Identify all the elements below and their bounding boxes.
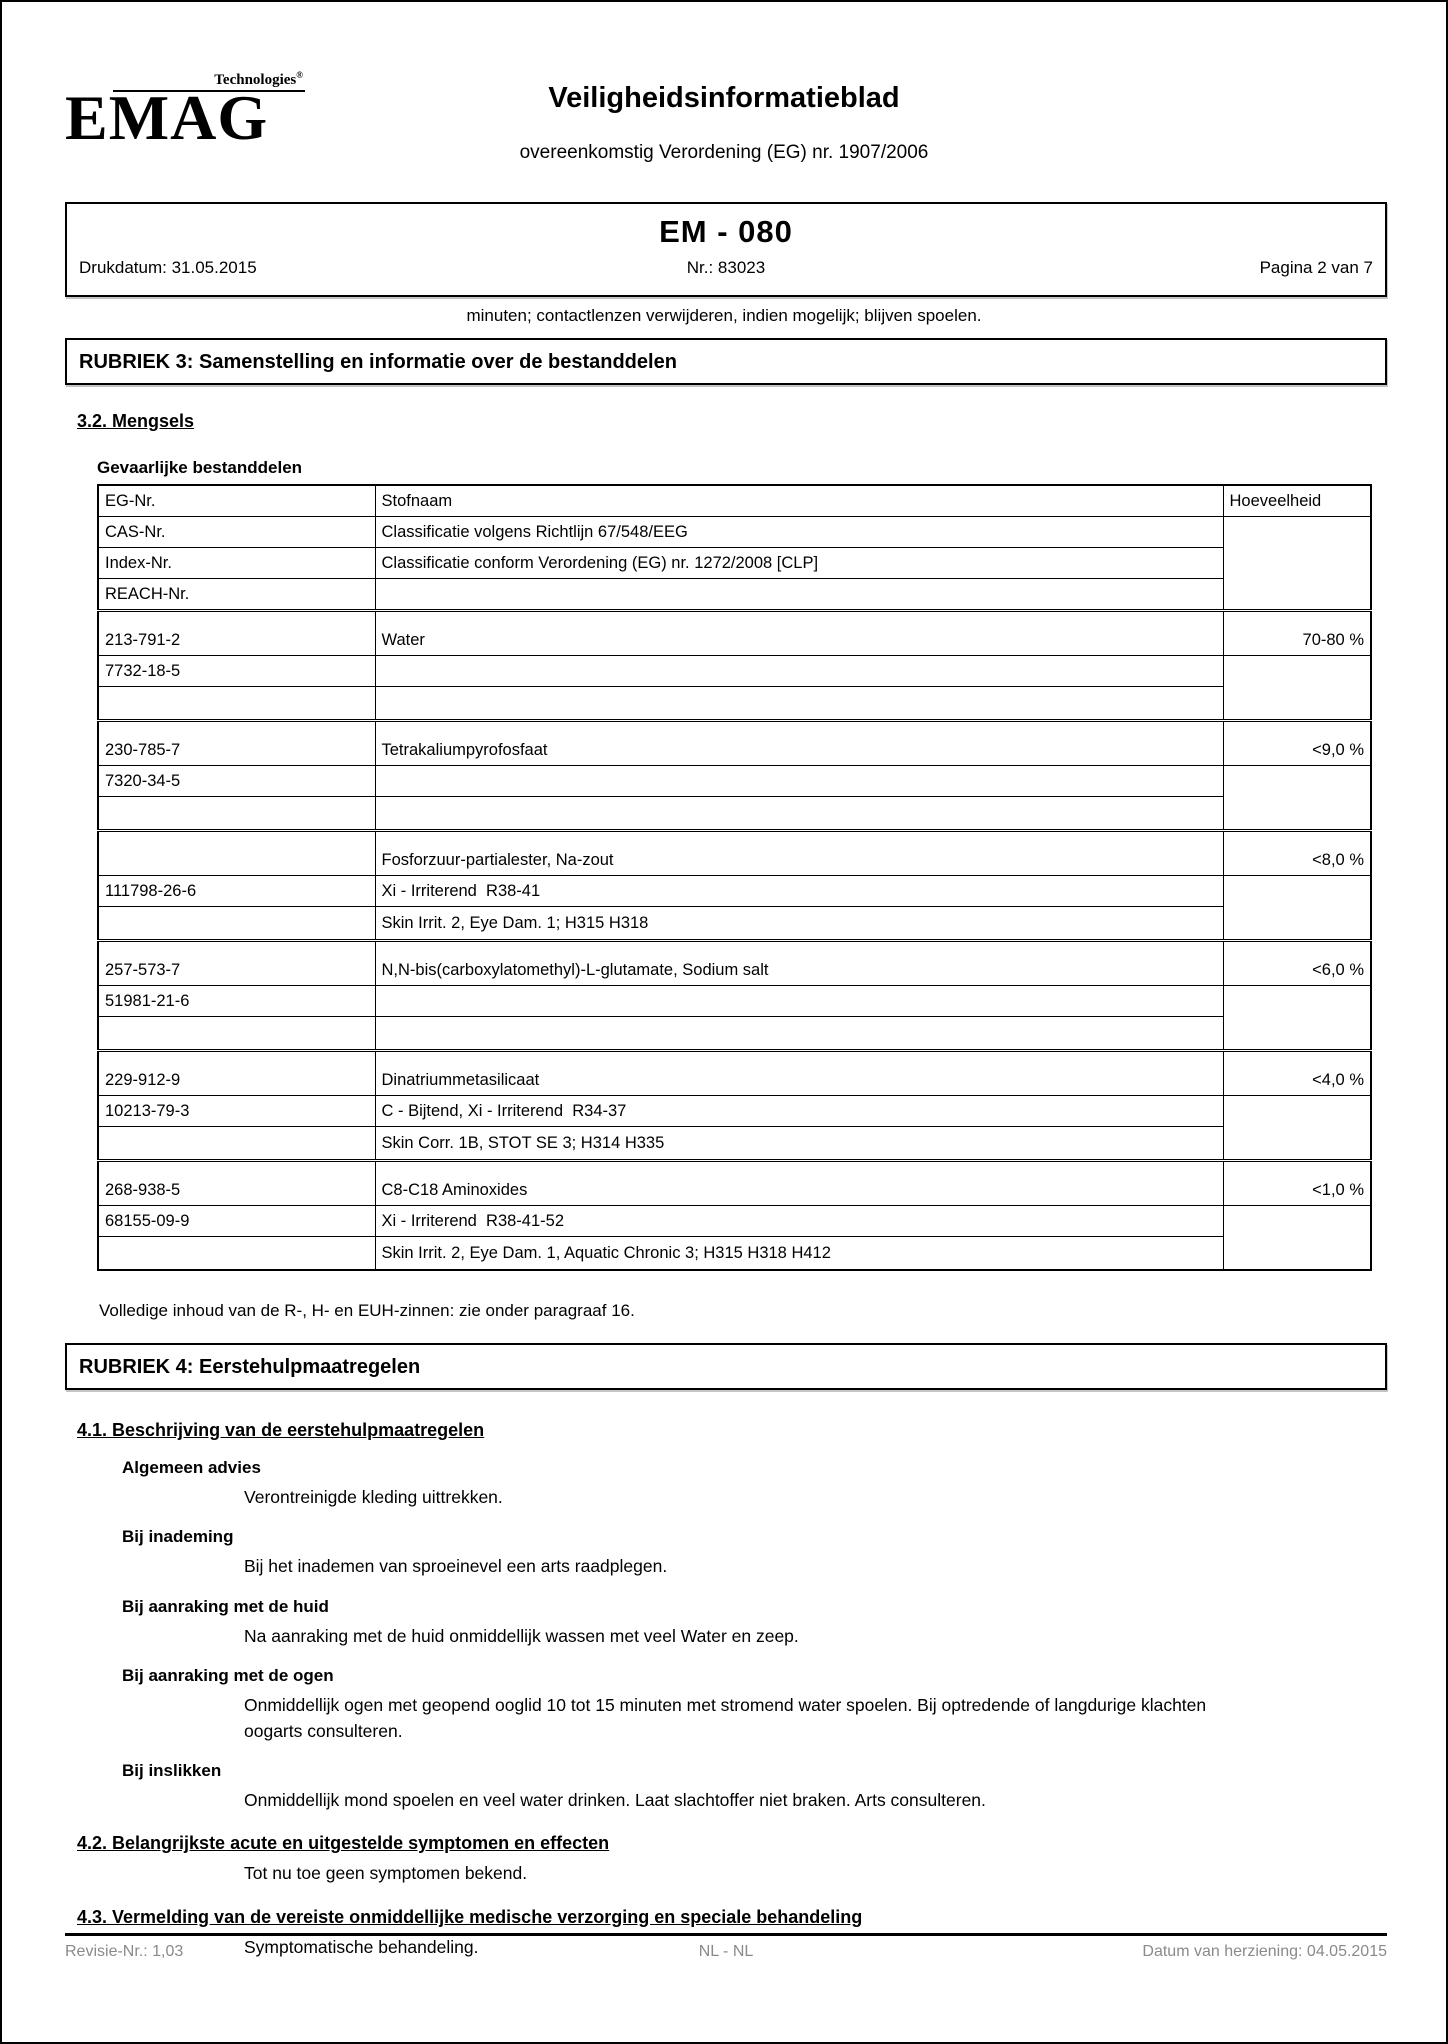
first-aid-label: Bij inslikken xyxy=(122,1760,222,1780)
amount-spacer-cell xyxy=(1223,656,1371,721)
registered-mark: ® xyxy=(296,70,303,80)
table-row xyxy=(98,941,1371,986)
revision-date: Datum van herziening: 04.05.2015 xyxy=(1142,1943,1387,1960)
amount-spacer-cell xyxy=(1223,1096,1371,1161)
table-row xyxy=(98,687,1371,721)
table-row xyxy=(98,766,1371,797)
phrases-note: Volledige inhoud van de R-, H- en EUH-zinnen: zie onder paragraaf 16. xyxy=(99,1301,635,1320)
amount-cell: <9,0 % xyxy=(1223,721,1371,766)
table-row xyxy=(98,797,1371,831)
table-row xyxy=(98,986,1371,1017)
amount-cell: <4,0 % xyxy=(1223,1051,1371,1096)
table-row xyxy=(98,656,1371,687)
substance-name-cell: Water xyxy=(375,611,1223,656)
substance-name-cell: N,N-bis(carboxylatomethyl)-L-glutamate, Sodium salt xyxy=(375,941,1223,986)
class67-cell: Xi - Irriterend R38-41-52 xyxy=(375,1206,1223,1237)
continued-text: minuten; contactlenzen verwijderen, indien mogelijk; blijven spoelen. xyxy=(466,306,982,325)
amount-cell: <8,0 % xyxy=(1223,831,1371,876)
product-header-box xyxy=(65,202,1387,297)
table-header-row xyxy=(98,579,1371,611)
index-cell xyxy=(98,687,375,721)
substance-name-cell: Tetrakaliumpyrofosfaat xyxy=(375,721,1223,766)
print-date: Drukdatum: 31.05.2015 xyxy=(79,258,257,277)
table-header-row xyxy=(98,485,1371,517)
clp-cell xyxy=(375,687,1223,721)
table-row xyxy=(98,721,1371,766)
clp-cell: Skin Corr. 1B, STOT SE 3; H314 H335 xyxy=(375,1127,1223,1161)
table-row xyxy=(98,907,1371,941)
document-number: Nr.: 83023 xyxy=(686,258,766,277)
cas-cell: 68155-09-9 xyxy=(98,1206,375,1237)
ec-cell: 230-785-7 xyxy=(98,721,375,766)
ec-cell: 229-912-9 xyxy=(98,1051,375,1096)
table-header-row xyxy=(98,517,1371,548)
clp-cell: Skin Irrit. 2, Eye Dam. 1; H315 H318 xyxy=(375,907,1223,941)
substance-name-cell: Fosforzuur-partialester, Na-zout xyxy=(375,831,1223,876)
class67-cell: Xi - Irriterend R38-41 xyxy=(375,876,1223,907)
amount-spacer-cell xyxy=(1223,766,1371,831)
class67-cell xyxy=(375,986,1223,1017)
header-substance: Stofnaam xyxy=(375,485,1223,517)
first-aid-label: Bij aanraking met de huid xyxy=(122,1596,329,1616)
index-cell xyxy=(98,1017,375,1051)
ec-cell: 213-791-2 xyxy=(98,611,375,656)
substance-name-cell: C8-C18 Aminoxides xyxy=(375,1161,1223,1206)
index-cell xyxy=(98,1127,375,1161)
header-index: Index-Nr. xyxy=(98,548,375,579)
table-row xyxy=(98,1096,1371,1127)
table-row xyxy=(98,1127,1371,1161)
header-empty xyxy=(375,579,1223,611)
class67-cell xyxy=(375,656,1223,687)
revision-number: Revisie-Nr.: 1,03 xyxy=(65,1943,184,1960)
table-row xyxy=(98,1017,1371,1051)
first-aid-item xyxy=(65,1761,1387,1813)
index-cell xyxy=(98,1237,375,1271)
subsection-4-3-text: Symptomatische behandeling. xyxy=(244,1936,479,1957)
header-ec: EG-Nr. xyxy=(98,485,375,517)
amount-spacer-cell xyxy=(1223,876,1371,941)
first-aid-text: Onmiddellijk mond spoelen en veel water drinken. Laat slachtoffer niet braken. Arts consulteren. xyxy=(244,1789,986,1810)
section-4-heading: RUBRIEK 4: Eerstehulpmaatregelen xyxy=(65,1343,1387,1390)
table-header-row xyxy=(98,548,1371,579)
page-footer xyxy=(65,1933,1387,1961)
subsection-4-1-heading: 4.1. Beschrijving van de eerstehulpmaatregelen xyxy=(77,1420,485,1440)
document-subtitle: overeenkomstig Verordening (EG) nr. 1907/2006 xyxy=(519,142,929,163)
first-aid-item xyxy=(65,1458,1387,1510)
table-row xyxy=(98,876,1371,907)
subsection-4-2-text: Tot nu toe geen symptomen bekend. xyxy=(244,1863,528,1884)
footer-row xyxy=(65,1943,1387,1961)
cas-cell: 10213-79-3 xyxy=(98,1096,375,1127)
amount-spacer-cell xyxy=(1223,986,1371,1051)
first-aid-text: Bij het inademen van sproeinevel een arts raadplegen. xyxy=(244,1556,668,1577)
class67-cell xyxy=(375,766,1223,797)
ec-cell: 268-938-5 xyxy=(98,1161,375,1206)
index-cell xyxy=(98,797,375,831)
first-aid-item xyxy=(65,1527,1387,1579)
table-row xyxy=(98,1206,1371,1237)
document-body xyxy=(65,397,1387,1960)
amount-cell: <6,0 % xyxy=(1223,941,1371,986)
table-row xyxy=(98,611,1371,656)
amount-cell: 70-80 % xyxy=(1223,611,1371,656)
first-aid-item xyxy=(65,1666,1387,1744)
hazardous-components-table xyxy=(97,484,1372,1271)
header-amount: Hoeveelheid xyxy=(1223,485,1371,517)
first-aid-label: Bij aanraking met de ogen xyxy=(122,1666,334,1686)
first-aid-item xyxy=(65,1597,1387,1649)
cas-cell: 7320-34-5 xyxy=(98,766,375,797)
header-clp: Classificatie conform Verordening (EG) nr. 1272/2008 [CLP] xyxy=(375,548,1223,579)
cas-cell: 7732-18-5 xyxy=(98,656,375,687)
language-code: NL - NL xyxy=(698,1943,754,1960)
table-row xyxy=(98,1051,1371,1096)
table-row xyxy=(98,831,1371,876)
amount-spacer-cell xyxy=(1223,1206,1371,1271)
index-cell xyxy=(98,907,375,941)
document-title: Veiligheidsinformatieblad xyxy=(548,82,900,114)
section-3-heading: RUBRIEK 3: Samenstelling en informatie over de bestanddelen xyxy=(65,338,1387,385)
clp-cell xyxy=(375,797,1223,831)
cas-cell: 111798-26-6 xyxy=(98,876,375,907)
first-aid-text: Verontreinigde kleding uittrekken. xyxy=(244,1487,503,1507)
table-row xyxy=(98,1237,1371,1271)
first-aid-label: Algemeen advies xyxy=(122,1458,261,1477)
clp-cell: Skin Irrit. 2, Eye Dam. 1, Aquatic Chronic 3; H315 H318 H412 xyxy=(375,1237,1223,1271)
header-class67: Classificatie volgens Richtlijn 67/548/EEG xyxy=(375,517,1223,548)
first-aid-label: Bij inademing xyxy=(122,1527,234,1547)
clp-cell xyxy=(375,1017,1223,1051)
ec-cell xyxy=(98,831,375,876)
ec-cell: 257-573-7 xyxy=(98,941,375,986)
amount-cell: <1,0 % xyxy=(1223,1161,1371,1206)
product-meta-row xyxy=(67,258,1385,278)
header-amount-spacer xyxy=(1223,517,1371,611)
subsection-4-2-heading: 4.2. Belangrijkste acute en uitgestelde symptomen en effecten xyxy=(77,1833,610,1854)
product-name: EM - 080 xyxy=(659,214,793,249)
subsection-4-3-heading: 4.3. Vermelding van de vereiste onmiddellijke medische verzorging en speciale behandeling xyxy=(77,1906,863,1927)
emag-logo-wordmark: EMAG xyxy=(65,82,269,153)
first-aid-text: Na aanraking met de huid onmiddellijk wassen met veel Water en zeep. xyxy=(244,1625,799,1646)
hazardous-components-title: Gevaarlijke bestanddelen xyxy=(97,458,303,477)
cas-cell: 51981-21-6 xyxy=(98,986,375,1017)
header-reach: REACH-Nr. xyxy=(98,579,375,611)
table-row xyxy=(98,1161,1371,1206)
emag-logo-technologies-text: Technologies xyxy=(214,72,297,88)
class67-cell: C - Bijtend, Xi - Irriterend R34-37 xyxy=(375,1096,1223,1127)
first-aid-text: Onmiddellijk ogen met geopend ooglid 10 tot 15 minuten met stromend water spoelen. Bij optredende of langdurige klachten oogarts consulteren. xyxy=(244,1695,1207,1741)
header-cas: CAS-Nr. xyxy=(98,517,375,548)
page-indicator: Pagina 2 van 7 xyxy=(1259,258,1373,277)
subsection-3-2-heading: 3.2. Mengsels xyxy=(77,411,195,431)
substance-name-cell: Dinatriummetasilicaat xyxy=(375,1051,1223,1096)
